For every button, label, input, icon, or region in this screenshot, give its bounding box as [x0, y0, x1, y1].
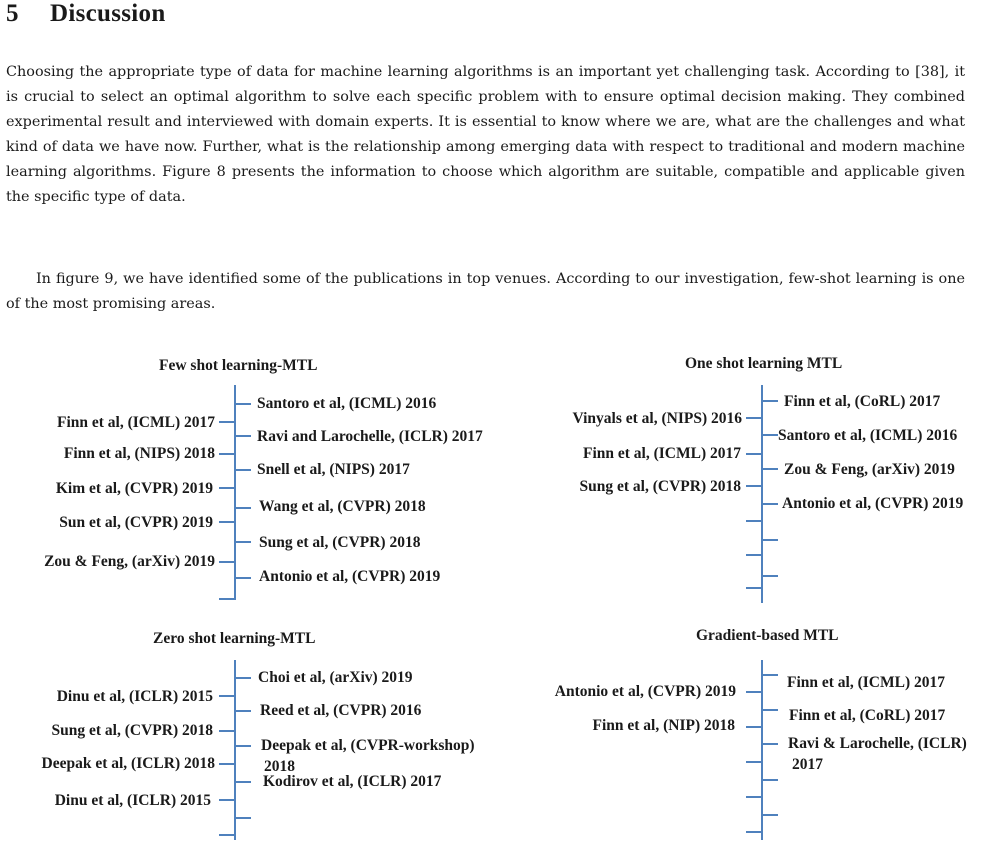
one-shot-right-label: Finn et al, (CoRL) 2017	[784, 393, 941, 410]
few-shot-title: Few shot learning-MTL	[159, 357, 318, 374]
one-shot-left-label: Finn et al, (ICML) 2017	[582, 445, 741, 462]
one-shot-right-label: Santoro et al, (ICML) 2016	[778, 427, 958, 444]
gradient-right-label: Finn et al, (ICML) 2017	[787, 674, 946, 691]
gradient-right-label: Finn et al, (CoRL) 2017	[789, 707, 946, 724]
zero-shot-left-label: Dinu et al, (ICLR) 2015	[56, 688, 213, 705]
one-shot-right-label: Zou & Feng, (arXiv) 2019	[784, 461, 955, 478]
few-shot-left-label: Sun et al, (CVPR) 2019	[59, 514, 213, 531]
few-shot-left-label: Zou & Feng, (arXiv) 2019	[44, 553, 215, 570]
zero-shot-left-label: Sung et al, (CVPR) 2018	[51, 722, 213, 739]
paragraph-2: In figure 9, we have identified some of the publications in top venues. According to our investigation, few-shot learning is one of the most promising areas.	[6, 271, 965, 313]
few-shot-right-label: Snell et al, (NIPS) 2017	[257, 461, 410, 478]
zero-shot-left-label: Deepak et al, (ICLR) 2018	[41, 755, 215, 772]
few-shot-right-label: Wang et al, (CVPR) 2018	[259, 498, 426, 515]
section-title: Discussion	[50, 0, 166, 27]
few-shot-left-label: Finn et al, (NIPS) 2018	[63, 445, 215, 462]
gradient-right-label: Ravi & Larochelle, (ICLR)	[788, 735, 967, 752]
few-shot-left-label: Finn et al, (ICML) 2017	[56, 414, 215, 431]
gradient-title: Gradient-based MTL	[696, 627, 839, 644]
section-number: 5	[6, 0, 19, 27]
few-shot-left-label: Kim et al, (CVPR) 2019	[55, 480, 213, 497]
section-heading	[6, 0, 166, 28]
gradient-left-label: Antonio et al, (CVPR) 2019	[554, 683, 736, 700]
zero-shot-right-label: Reed et al, (CVPR) 2016	[260, 702, 422, 719]
gradient-right-label: 2017	[792, 756, 823, 773]
zero-shot-right-label: 2018	[264, 758, 295, 775]
one-shot-left-label: Vinyals et al, (NIPS) 2016	[572, 410, 742, 427]
zero-shot-right-label: Deepak et al, (CVPR-workshop)	[261, 737, 475, 754]
one-shot-right-label: Antonio et al, (CVPR) 2019	[782, 495, 964, 512]
few-shot-right-label: Antonio et al, (CVPR) 2019	[259, 568, 441, 585]
one-shot-title: One shot learning MTL	[685, 355, 843, 372]
few-shot-right-label: Sung et al, (CVPR) 2018	[259, 534, 421, 551]
few-shot-right-label: Ravi and Larochelle, (ICLR) 2017	[257, 428, 483, 445]
zero-shot-title: Zero shot learning-MTL	[153, 630, 316, 647]
zero-shot-right-label: Kodirov et al, (ICLR) 2017	[263, 773, 442, 790]
gradient-left-label: Finn et al, (NIP) 2018	[592, 717, 735, 734]
one-shot-left-label: Sung et al, (CVPR) 2018	[579, 478, 741, 495]
paragraph-1: Choosing the appropriate type of data for machine learning algorithms is an important yet challenging task. According to [38], it is crucial to select an optimal algorithm to solve each specific problem with to ensure optimal decision making. They combined experimental result and interviewed with domain experts. It is essential to know where we are, what are the challenges and what kind of data we have now. Further, what is the relationship among emerging data with respect to traditional and modern machine learning algorithms. Figure 8 presents the information to choose which algorithm are suitable, compatible and applicable given the specific type of data.	[6, 64, 965, 206]
few-shot-right-label: Santoro et al, (ICML) 2016	[257, 395, 437, 412]
zero-shot-right-label: Choi et al, (arXiv) 2019	[258, 669, 413, 686]
zero-shot-left-label: Dinu et al, (ICLR) 2015	[54, 792, 211, 809]
